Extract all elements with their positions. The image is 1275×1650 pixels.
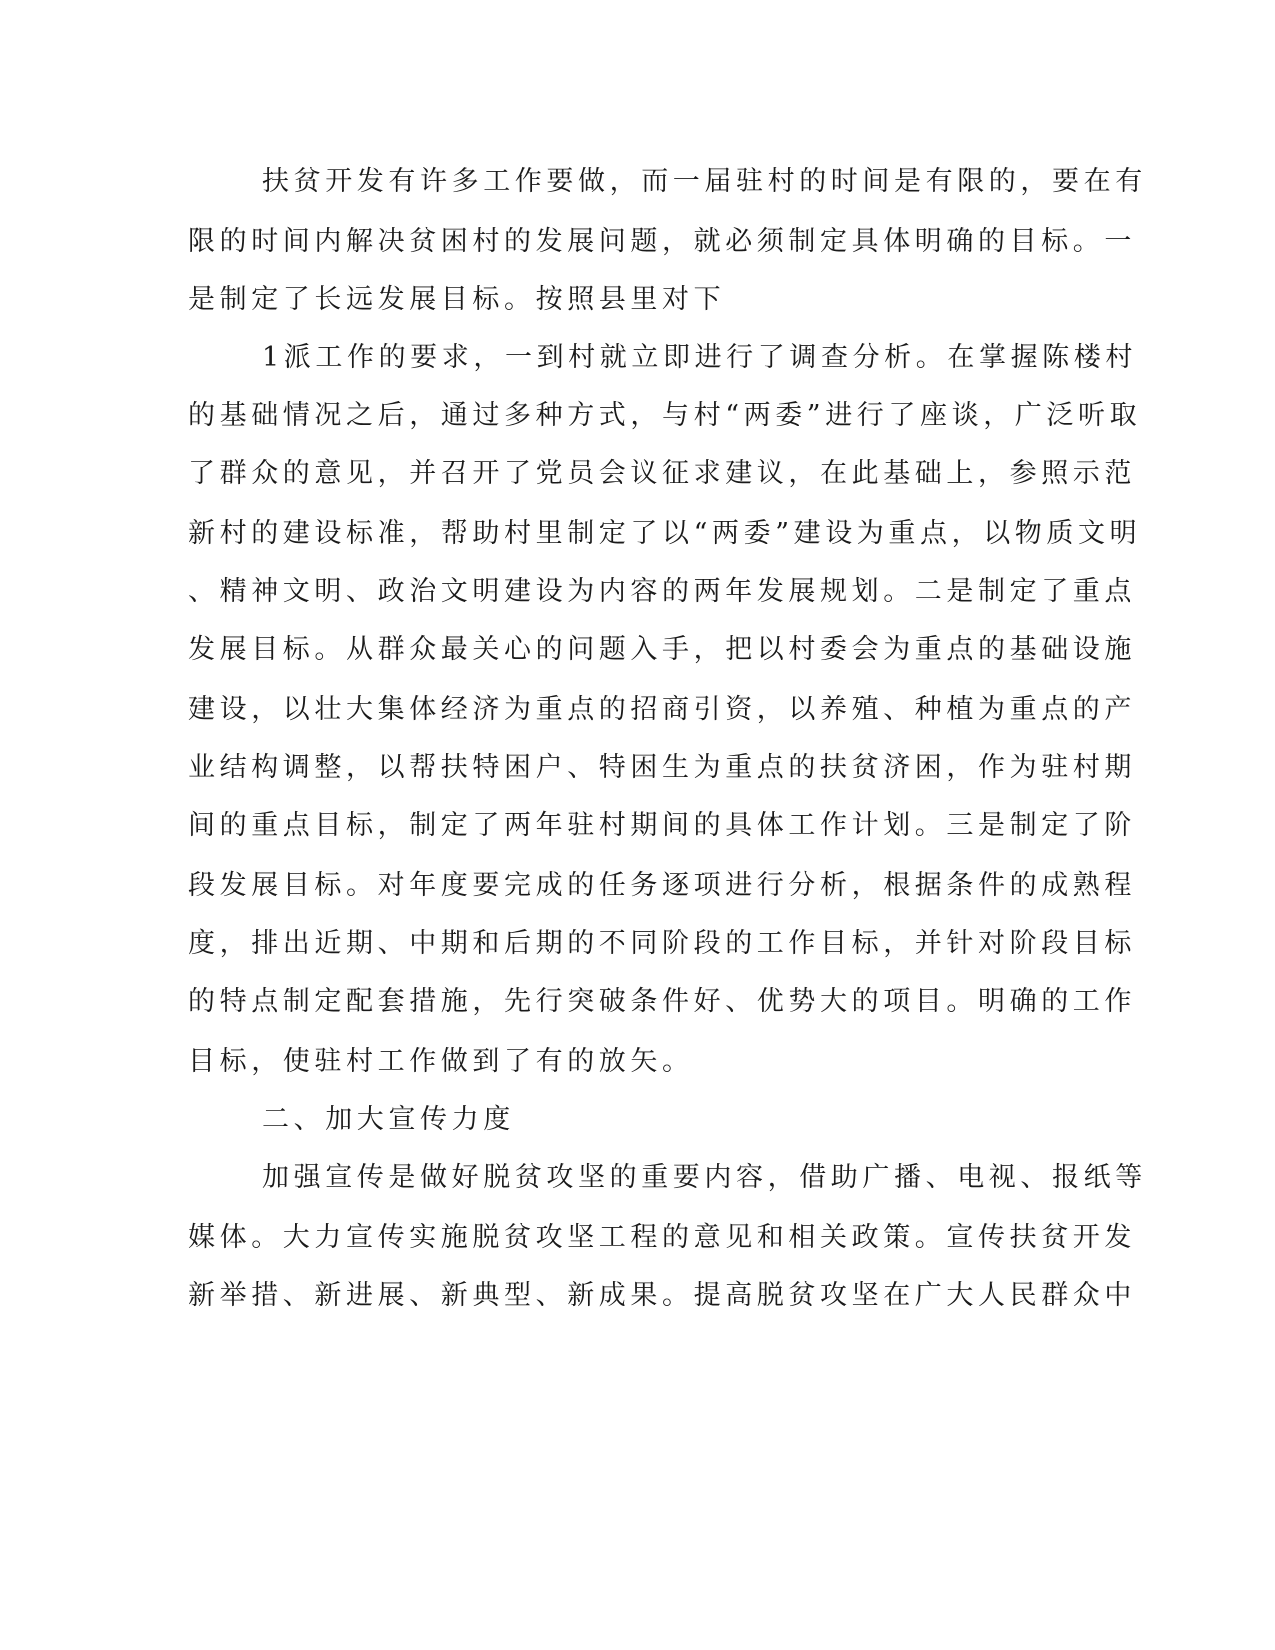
paragraph-line: 发展目标。从群众最关心的问题入手，把以村委会为重点的基础设施 — [188, 634, 1136, 665]
paragraph-line: 是制定了长远发展目标。按照县里对下 — [188, 284, 726, 315]
paragraph-line: 新举措、新进展、新典型、新成果。提高脱贫攻坚在广大人民群众中 — [188, 1280, 1136, 1311]
section-heading: 二、加大宣传力度 — [262, 1104, 515, 1135]
paragraph-line: 业结构调整，以帮扶特困户、特困生为重点的扶贫济困，作为驻村期 — [188, 752, 1136, 783]
paragraph-line: 媒体。大力宣传实施脱贫攻坚工程的意见和相关政策。宣传扶贫开发 — [188, 1222, 1136, 1253]
paragraph-line: 、精神文明、政治文明建设为内容的两年发展规划。二是制定了重点 — [188, 576, 1136, 607]
paragraph-line: 1派工作的要求，一到村就立即进行了调查分析。在掌握陈楼村 — [262, 342, 1137, 373]
paragraph-line: 度，排出近期、中期和后期的不同阶段的工作目标，并针对阶段目标 — [188, 928, 1136, 959]
paragraph-line: 建设，以壮大集体经济为重点的招商引资，以养殖、种植为重点的产 — [188, 694, 1136, 725]
paragraph-line: 加强宣传是做好脱贫攻坚的重要内容，借助广播、电视、报纸等 — [262, 1162, 1147, 1193]
paragraph-line: 了群众的意见，并召开了党员会议征求建议，在此基础上，参照示范 — [188, 458, 1136, 489]
paragraph-line: 间的重点目标，制定了两年驻村期间的具体工作计划。三是制定了阶 — [188, 810, 1136, 841]
paragraph-line: 新村的建设标准，帮助村里制定了以“两委”建设为重点，以物质文明 — [188, 518, 1142, 549]
paragraph-line: 的基础情况之后，通过多种方式，与村“两委”进行了座谈，广泛听取 — [188, 400, 1142, 431]
paragraph-line: 扶贫开发有许多工作要做，而一届驻村的时间是有限的，要在有 — [262, 166, 1147, 197]
paragraph-line: 段发展目标。对年度要完成的任务逐项进行分析，根据条件的成熟程 — [188, 870, 1136, 901]
paragraph-line: 目标，使驻村工作做到了有的放矢。 — [188, 1046, 694, 1077]
paragraph-line: 的特点制定配套措施，先行突破条件好、优势大的项目。明确的工作 — [188, 986, 1136, 1017]
paragraph-line: 限的时间内解决贫困村的发展问题，就必须制定具体明确的目标。一 — [188, 226, 1136, 257]
